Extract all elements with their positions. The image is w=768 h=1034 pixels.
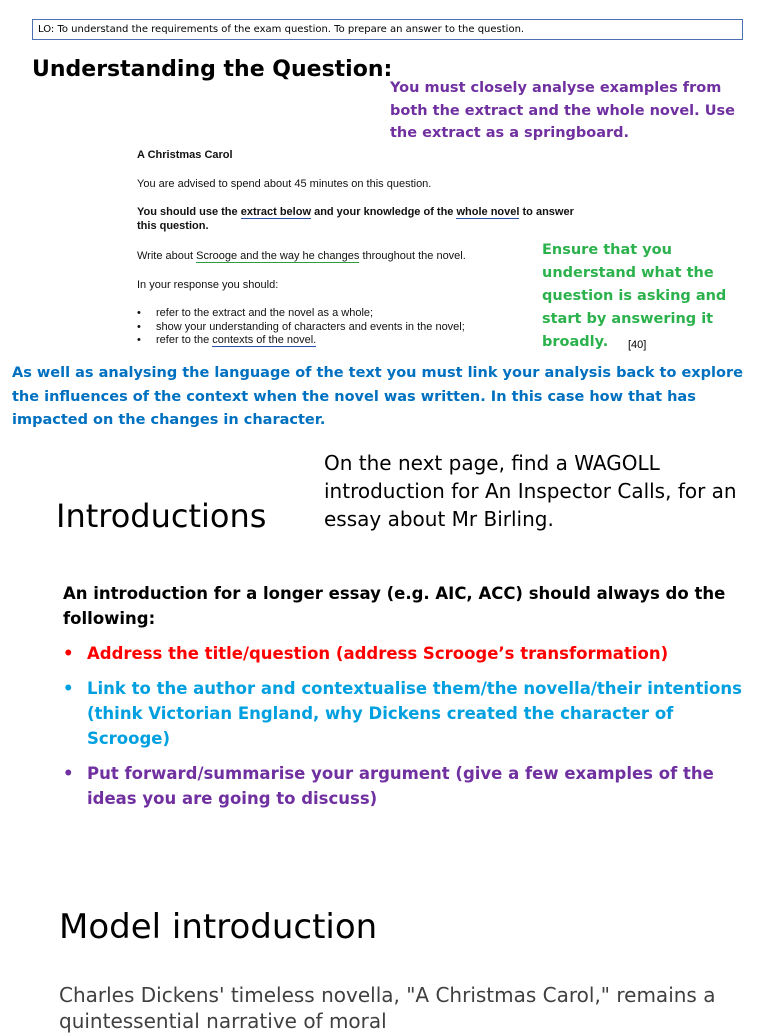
question-use-line-2: this question.: [137, 220, 209, 232]
learning-objective-box: [32, 19, 743, 40]
bullet-icon: •: [63, 679, 74, 698]
question-advice: You are advised to spend about 45 minutes on this question.: [137, 178, 432, 190]
wagoll-note: On the next page, find a WAGOLL introduction for An Inspector Calls, for an essay about Mr Birling.: [324, 451, 737, 531]
question-bullet: • refer to the extract and the novel as a whole;: [137, 307, 465, 321]
context-note: As well as analysing the language of the text you must link your analysis back to explore the influences of the context when the novel was written. In this case how that has impacted on the changes in character.: [12, 365, 743, 428]
focus-underline: Scrooge and the way he changes: [196, 250, 360, 262]
bullet-icon: •: [63, 644, 74, 663]
analysis-note: You must closely analyse examples from both the extract and the whole novel. Use the extract as a springboard.: [390, 80, 735, 141]
question-response-line: In your response you should:: [137, 279, 279, 291]
question-write-line: Write about Scrooge and the way he changes throughout the novel.: [137, 250, 466, 262]
question-title: A Christmas Carol: [137, 149, 233, 161]
contexts-underline: contexts of the novel.: [212, 334, 317, 346]
question-use-line: You should use the extract below and your knowledge of the whole novel to answer: [137, 206, 574, 218]
checklist-item-address-title: • Address the title/question (address Scrooge’s transformation): [63, 641, 753, 666]
extract-underline: extract below: [240, 206, 312, 218]
model-introduction-text: Charles Dickens' timeless novella, "A Christmas Carol," remains a quintessential narrative of moral: [59, 983, 716, 1033]
understanding-heading: Understanding the Question:: [32, 57, 393, 82]
introduction-lead: An introduction for a longer essay (e.g. AIC, ACC) should always do the following:: [63, 584, 726, 628]
checklist-item-context: • Link to the author and contextualise them/the novella/their intentions (think Victorian England, why Dickens created the character of Scrooge): [63, 676, 753, 751]
question-bullet: • show your understanding of characters and events in the novel;: [137, 321, 465, 335]
introduction-checklist: [63, 641, 753, 821]
checklist-item-argument: • Put forward/summarise your argument (give a few examples of the ideas you are going to discuss): [63, 761, 753, 811]
learning-objective-text: LO: To understand the requirements of the exam question. To prepare an answer to the question.: [38, 24, 525, 35]
bullet-icon: •: [63, 764, 74, 783]
whole-novel-underline: whole novel: [456, 206, 520, 218]
introductions-heading: Introductions: [56, 497, 267, 535]
question-bullets: [137, 307, 465, 348]
question-marks: [40]: [628, 339, 647, 351]
model-introduction-heading: Model introduction: [59, 907, 378, 947]
exam-question-card: [130, 142, 574, 357]
question-bullet: • refer to the contexts of the novel.: [137, 334, 465, 348]
question-focus-note: Ensure that you understand what the question is asking and start by answering it broadly.: [542, 242, 727, 350]
